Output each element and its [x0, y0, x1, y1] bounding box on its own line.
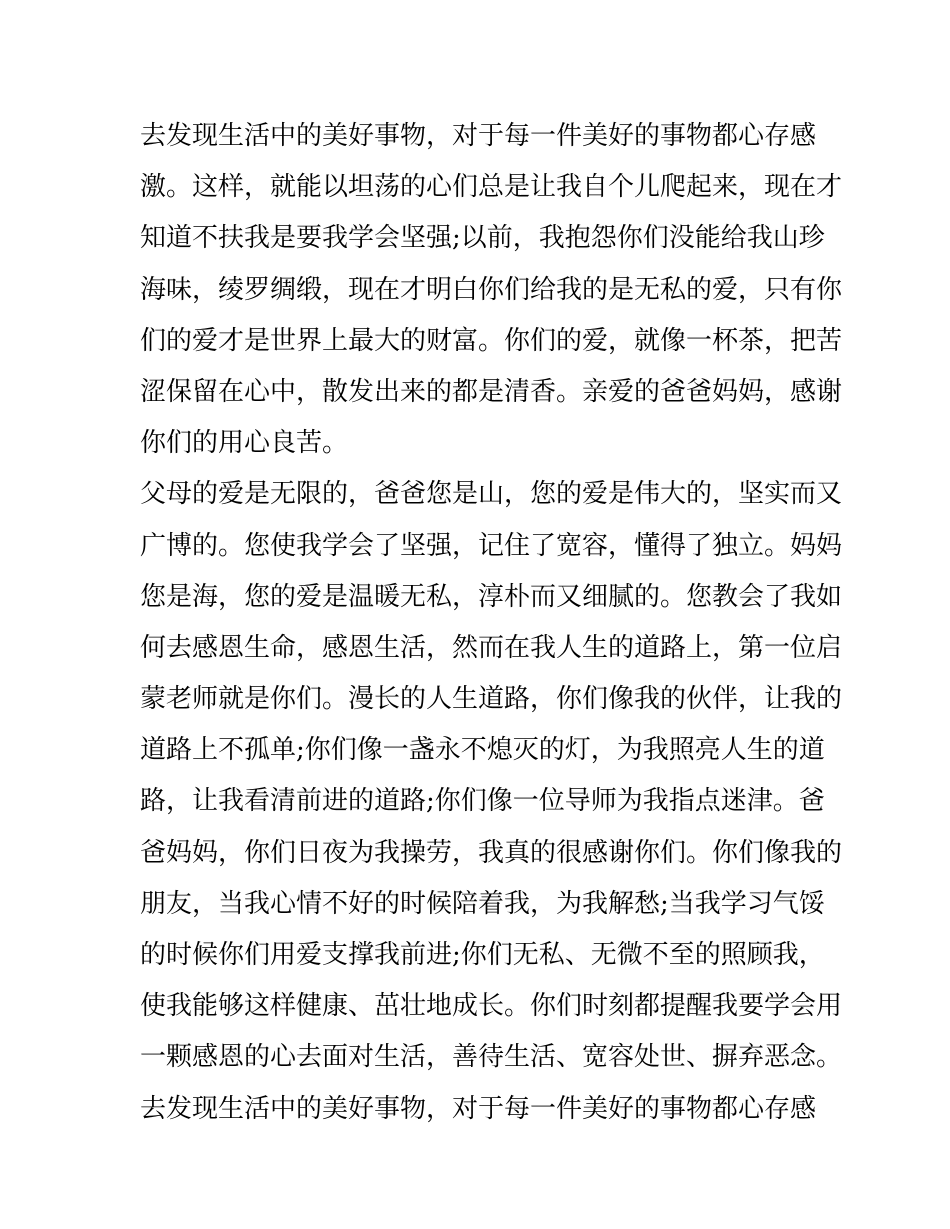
- text-line: 你们的用心良苦。: [140, 428, 349, 459]
- text-line: 涩保留在心中，散发出来的都是清香。亲爱的爸爸妈妈，感谢: [140, 376, 843, 407]
- text-line: 您是海，您的爱是温暖无私，淳朴而又细腻的。您教会了我如: [140, 581, 843, 612]
- text-line: 去发现生活中的美好事物，对于每一件美好的事物都心存感: [140, 121, 817, 151]
- text-line: 蒙老师就是你们。漫长的人生道路，你们像我的伙伴，让我的: [140, 684, 843, 715]
- text-line: 使我能够这样健康、茁壮地成长。你们时刻都提醒我要学会用: [140, 991, 843, 1022]
- text-line: 们的爱才是世界上最大的财富。你们的爱，就像一杯茶，把苦: [140, 325, 843, 356]
- text-line: 何去感恩生命，感恩生活，然而在我人生的道路上，第一位启: [140, 632, 843, 663]
- text-line: 爸妈妈，你们日夜为我操劳，我真的很感谢你们。你们像我的: [140, 837, 843, 868]
- text-line: 激。这样，就能以坦荡的心们总是让我自个儿爬起来，现在才: [140, 172, 843, 203]
- text-line: 的时候你们用爱支撑我前进;你们无私、无微不至的照顾我，: [140, 940, 825, 970]
- text-line: 父母的爱是无限的，爸爸您是山，您的爱是伟大的，坚实而又: [140, 479, 843, 510]
- text-line: 知道不扶我是要我学会坚强;以前，我抱怨你们没能给我山珍: [140, 223, 825, 254]
- body-text: [140, 111, 843, 1135]
- text-line: 一颗感恩的心去面对生活，善待生活、宽容处世、摒弃恶念。: [140, 1042, 843, 1073]
- text-line: 海味，绫罗绸缎，现在才明白你们给我的是无私的爱，只有你: [140, 274, 843, 305]
- text-line: 朋友，当我心情不好的时候陪着我，为我解愁;当我学习气馁: [140, 888, 825, 919]
- text-line: 广博的。您使我学会了坚强，记住了宽容，懂得了独立。妈妈: [140, 530, 843, 561]
- text-line: 路，让我看清前进的道路;你们像一位导师为我指点迷津。爸: [140, 786, 825, 817]
- text-line: 去发现生活中的美好事物，对于每一件美好的事物都心存感: [140, 1093, 817, 1124]
- text-line: 道路上不孤单;你们像一盏永不熄灭的灯，为我照亮人生的道: [140, 735, 825, 766]
